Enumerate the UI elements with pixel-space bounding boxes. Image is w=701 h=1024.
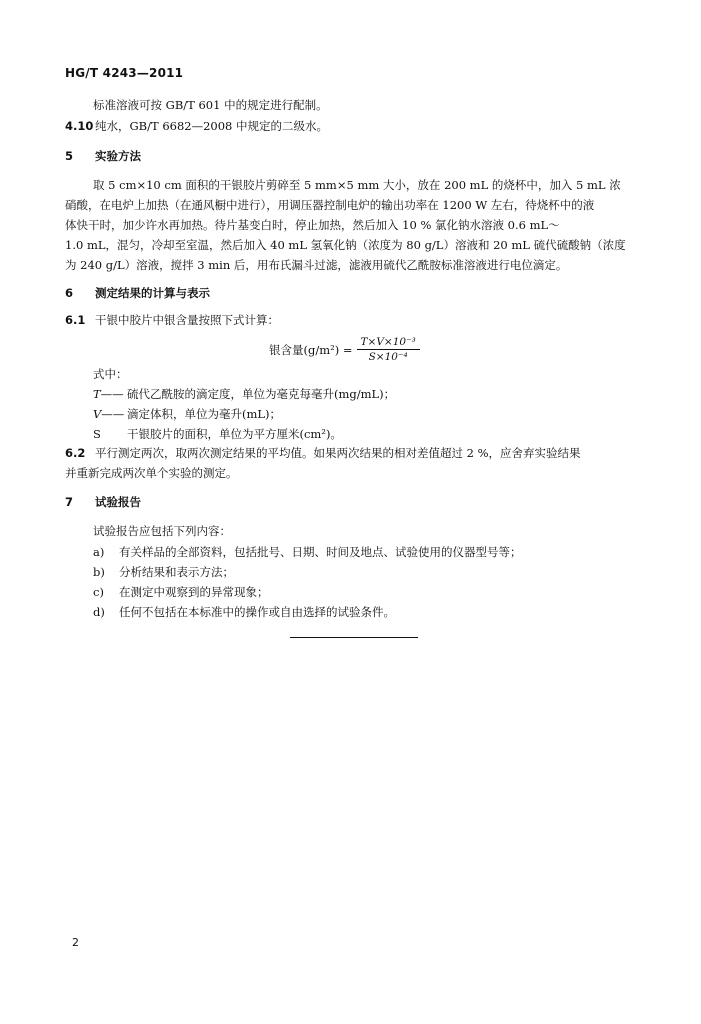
definition-V [93, 405, 281, 423]
item-number: 6.1 [65, 313, 86, 327]
section-title: 试验报告 [95, 495, 141, 509]
report-item-b [93, 563, 234, 581]
sec5-line-4: 1.0 mL，混匀，冷却至室温，然后加入 40 mL 氢氧化钠（浓度为 80 g/L）溶液和 20 mL 硫代硫酸钠（浓度 [65, 238, 626, 252]
sec5-line-1: 取 5 cm×10 cm 面积的干银胶片剪碎至 5 mm×5 mm 大小，放在 200 mL 的烧杯中，加入 5 mL 浓 [93, 178, 621, 192]
report-item-d [93, 603, 395, 621]
formula-denominator: S×10⁻⁴ [368, 351, 408, 363]
definition-text: 干银胶片的面积，单位为平方厘米(cm²)。 [127, 427, 342, 441]
sec5-line-2: 硝酸，在电炉上加热（在通风橱中进行），用调压器控制电炉的输出功率在 1200 W 左右，待烧杯中的液 [65, 198, 595, 212]
end-of-document-rule [290, 637, 418, 638]
definition-text: 硫代乙酰胺的滴定度，单位为毫克每毫升(mg/mL)； [127, 387, 396, 401]
item-number: 6.2 [65, 446, 86, 460]
list-label: b) [93, 565, 105, 579]
item-6-2 [65, 444, 581, 462]
definition-symbol: S [93, 427, 101, 441]
definition-text: 滴定体积，单位为毫升(mL)； [127, 407, 282, 421]
page-number: 2 [72, 936, 79, 949]
document-header: HG/T 4243—2011 [65, 66, 184, 80]
section-7-heading [65, 494, 141, 510]
formula-lhs: 银含量(g/m²) = [269, 342, 353, 357]
section-title: 实验方法 [95, 149, 141, 163]
silver-content-formula [269, 336, 420, 363]
section-number: 7 [65, 495, 74, 509]
section-number: 6 [65, 286, 74, 300]
item-6-2-line-2: 并重新完成两次单个实验的测定。 [65, 466, 238, 480]
report-intro: 试验报告应包括下列内容： [93, 524, 231, 538]
item-6-1 [65, 311, 279, 329]
list-text: 有关样品的全部资料，包括批号、日期、时间及地点、试验使用的仪器型号等； [119, 545, 522, 559]
definition-symbol: V—— [93, 407, 125, 421]
sec5-line-3: 体快干时，加少许水再加热。待片基变白时，停止加热，然后加入 10 % 氯化钠水溶液 0.6 mL～ [65, 218, 560, 232]
definition-T [93, 385, 395, 403]
definition-symbol: T—— [93, 387, 124, 401]
paragraph-401-continuation: 标准溶液可按 GB/T 601 中的规定进行配制。 [93, 98, 328, 112]
where-label: 式中： [93, 367, 128, 381]
section-title: 测定结果的计算与表示 [95, 286, 210, 300]
list-label: d) [93, 605, 105, 619]
section-number: 5 [65, 149, 74, 163]
list-text: 任何不包括在本标准中的操作或自由选择的试验条件。 [119, 605, 395, 619]
item-text-line-1: 平行测定两次，取两次测定结果的平均值。如果两次结果的相对差值超过 2 %，应舍弃实验结果 [95, 446, 581, 460]
section-5-heading [65, 148, 141, 164]
item-number: 4.10 [65, 119, 94, 133]
item-text: 干银中胶片中银含量按照下式计算： [95, 313, 279, 327]
formula-numerator: T×V×10⁻³ [357, 336, 420, 350]
sec5-line-5: 为 240 g/L）溶液，搅拌 3 min 后，用布氏漏斗过滤，滤液用硫代乙酰胺标准溶液进行电位滴定。 [65, 258, 568, 272]
item-text: 纯水，GB/T 6682—2008 中规定的二级水。 [95, 119, 329, 133]
list-text: 分析结果和表示方法； [119, 565, 234, 579]
section-6-heading [65, 285, 210, 301]
report-item-c [93, 583, 269, 601]
definition-S [93, 425, 342, 443]
list-label: a) [93, 545, 105, 559]
report-item-a [93, 543, 522, 561]
list-label: c) [93, 585, 104, 599]
formula-fraction [357, 336, 420, 363]
list-text: 在测定中观察到的异常现象； [119, 585, 269, 599]
item-4-10 [65, 117, 328, 135]
